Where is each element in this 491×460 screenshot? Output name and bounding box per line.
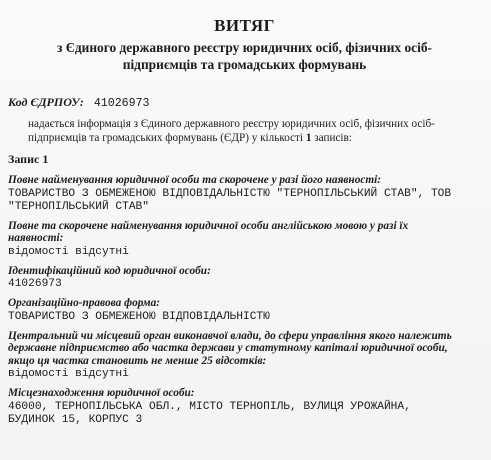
document-title: ВИТЯГ: [214, 16, 275, 35]
field-authority-label-line-2: державне підприємство або частка держави у статутному капіталі юридичної особи,: [8, 342, 448, 354]
field-english-name-label-line-2: наявності:: [8, 232, 64, 244]
field-english-name-value: відомості відсутні: [8, 245, 129, 258]
intro-line-2-end: записів:: [314, 132, 352, 144]
field-authority-value: відомості відсутні: [8, 368, 129, 380]
intro-line-2-start: підприємців та громадських формувань (ЄДР) у кількості: [28, 132, 304, 144]
subtitle-line-1: з Єдиного державного реєстру юридичних осіб, фізичних осіб-: [57, 40, 432, 55]
subtitle-line-2: підприємців та громадських формувань: [122, 57, 367, 72]
record-count: 1: [305, 132, 312, 144]
field-location-label: Місцезнаходження юридичної особи:: [8, 387, 195, 399]
field-full-name: [8, 174, 481, 214]
field-id-code: [8, 265, 481, 292]
intro-line-1: надається інформація з Єдиного державного реєстру юридичних осіб, фізичних осіб-: [28, 118, 435, 130]
field-english-name-label-line-1: Повне та скорочене найменування юридичної особи англійською мовою у разі їх: [8, 219, 409, 232]
edrpou-code-value: 41026973: [93, 97, 150, 110]
field-id-code-value: 41026973: [8, 278, 62, 290]
field-legal-form-value: ТОВАРИСТВО З ОБМЕЖЕНОЮ ВІДПОВІДАЛЬНІСТЮ: [8, 310, 270, 323]
field-id-code-label: Ідентифікаційний код юридичної особи:: [8, 264, 211, 277]
field-full-name-value: [8, 188, 481, 214]
document-subtitle: [8, 39, 481, 73]
field-authority: [8, 330, 481, 382]
field-authority-label: [8, 330, 481, 368]
field-full-name-label: Повне найменування юридичної особи та скорочене у разі його наявності:: [8, 174, 382, 186]
field-authority-label-line-1: Центральний чи місцевий орган виконавчої влади, до сфери управління якого належить: [8, 329, 452, 342]
field-legal-form-label: Організаційно-правова форма:: [8, 297, 161, 309]
field-authority-label-line-3: якщо ця частка становить не менше 25 відсотків:: [8, 354, 267, 367]
edrpou-code-line: [8, 95, 481, 110]
field-location-value-line-1: 46000, ТЕРНОПІЛЬСЬКА ОБЛ., МІСТО ТЕРНОПІЛЬ, ВУЛИЦЯ УРОЖАЙНА,: [8, 400, 411, 413]
field-full-name-value-line-2: "ТЕРНОПІЛЬСЬКИЙ СТАВ": [8, 200, 149, 213]
field-legal-form: [8, 297, 481, 324]
field-location: [8, 387, 481, 427]
intro-text: [8, 117, 481, 145]
field-location-value: [8, 401, 481, 427]
edrpou-code-label: Код ЄДРПОУ:: [8, 95, 84, 109]
field-english-name-label: [8, 220, 481, 245]
field-location-value-line-2: БУДИНОК 15, КОРПУС 3: [8, 413, 143, 426]
intro-line-2: [28, 131, 481, 145]
record-heading: Запис 1: [8, 152, 49, 166]
field-full-name-value-line-1: ТОВАРИСТВО З ОБМЕЖЕНОЮ ВІДПОВІДАЛЬНІСТЮ "ТЕРНОПІЛЬСЬКИЙ СТАВ", ТОВ: [8, 187, 452, 200]
field-english-name: [8, 220, 481, 259]
